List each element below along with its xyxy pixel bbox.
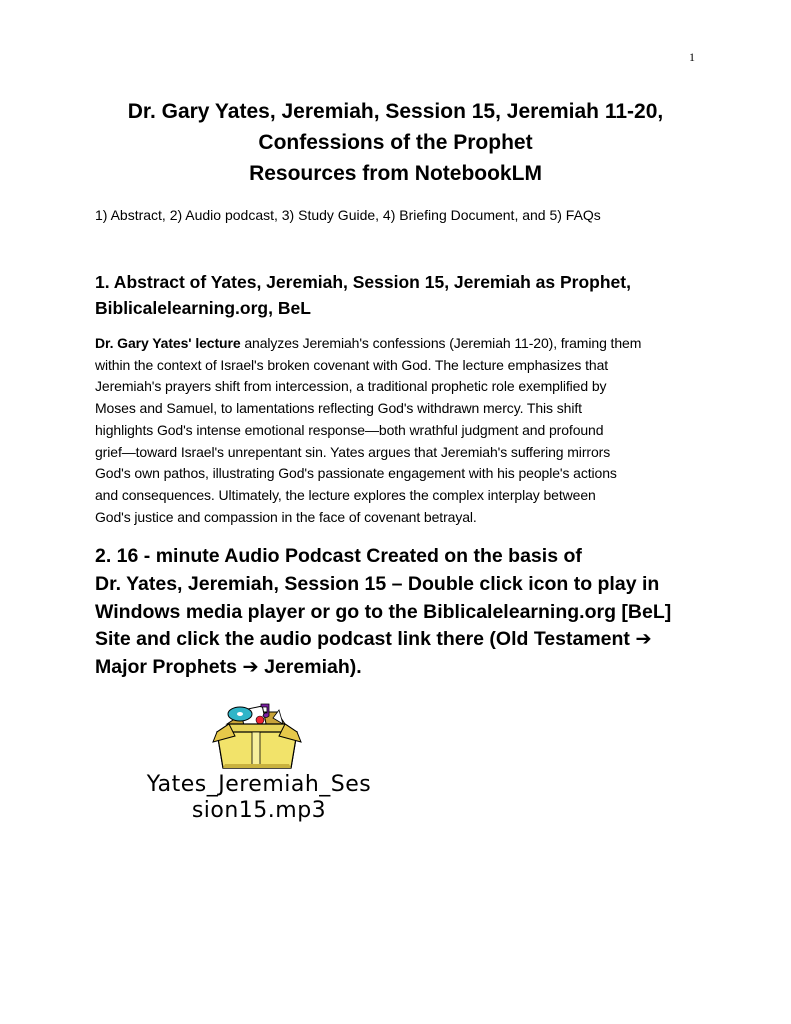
abstract-line-9: God's justice and compassion in the face of covenant betrayal.	[95, 508, 477, 525]
arrow-right-icon: ➔	[242, 656, 259, 679]
title-line-2: Confessions of the Prophet	[258, 131, 533, 154]
abstract-line-1	[95, 333, 697, 355]
contents-line: 1) Abstract, 2) Audio podcast, 3) Study Guide, 4) Briefing Document, and 5) FAQs	[95, 207, 601, 223]
title-line-1: Dr. Gary Yates, Jeremiah, Session 15, Jeremiah 11-20,	[127, 100, 664, 123]
abstract-line-8: and consequences. Ultimately, the lecture explores the complex interplay between	[95, 486, 596, 503]
podcast-line-4-text: Site and click the audio podcast link there (Old Testament	[95, 628, 636, 651]
abstract-line-5: highlights God's intense emotional response—both wrathful judgment and profound	[95, 421, 604, 438]
abstract-line-3: Jeremiah's prayers shift from intercession, a traditional prophetic role exemplified by	[95, 378, 607, 395]
media-filename-line-1: Yates_Jeremiah_Ses	[146, 772, 372, 797]
abstract-heading	[95, 269, 715, 321]
document-title	[60, 96, 731, 189]
podcast-line-5-b: Jeremiah).	[258, 656, 362, 679]
abstract-lead: Dr. Gary Yates' lecture	[95, 335, 241, 351]
package-media-icon[interactable]	[205, 702, 305, 772]
abstract-heading-line-2: Biblicalelearning.org, BeL	[95, 298, 311, 318]
abstract-line-1-text: analyzes Jeremiah's confessions (Jeremiah 11-20), framing them	[240, 335, 642, 351]
abstract-line-7: God's own pathos, illustrating God's passionate engagement with his people's actions	[95, 465, 617, 482]
media-filename-line-2: sion15.mp3	[191, 798, 327, 823]
podcast-heading	[95, 543, 715, 682]
abstract-line-2: within the context of Israel's broken covenant with God. The lecture emphasizes that	[95, 356, 609, 373]
abstract-paragraph	[95, 333, 697, 528]
podcast-line-3: Windows media player or go to the Biblicalelearning.org [BeL]	[95, 600, 672, 623]
podcast-line-5-a: Major Prophets	[95, 656, 243, 679]
podcast-line-2: Dr. Yates, Jeremiah, Session 15 – Double click icon to play in	[95, 572, 660, 595]
page-number: 1	[689, 50, 695, 64]
abstract-line-6: grief—toward Israel's unrepentant sin. Yates argues that Jeremiah's suffering mirrors	[95, 443, 611, 460]
title-line-3: Resources from NotebookLM	[249, 162, 542, 185]
podcast-line-4	[95, 626, 715, 654]
media-filename[interactable]	[96, 772, 422, 824]
abstract-line-4: Moses and Samuel, to lamentations reflecting God's withdrawn mercy. This shift	[95, 400, 582, 417]
podcast-line-5	[95, 654, 715, 682]
podcast-line-1: 2. 16 - minute Audio Podcast Created on the basis of	[95, 545, 582, 567]
abstract-heading-line-1: 1. Abstract of Yates, Jeremiah, Session 15, Jeremiah as Prophet,	[95, 272, 631, 292]
arrow-right-icon: ➔	[635, 628, 652, 651]
